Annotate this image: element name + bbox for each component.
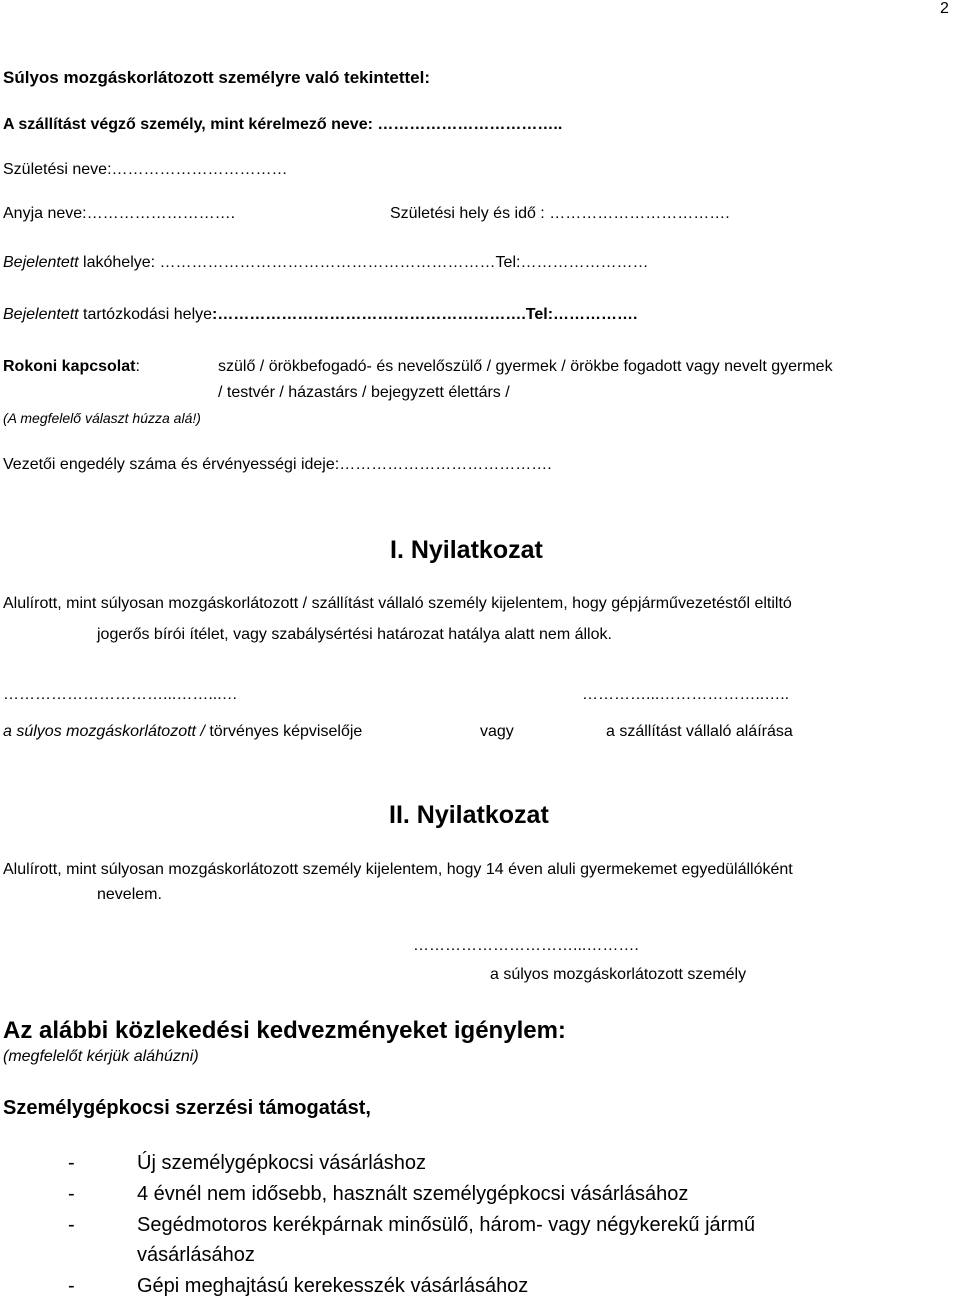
signature-dots-left: …………………………...……...…: [3, 686, 238, 703]
declaration1-line1: Alulírott, mint súlyosan mozgáskorlátozott / szállítást vállaló személy kijelentem, hogy gépjárművezetéstől eltiltó: [3, 595, 792, 612]
declaration2-signature-label: a súlyos mozgáskorlátozott személy: [490, 966, 747, 983]
signature-right-label: a szállítást vállaló aláírása: [606, 723, 793, 740]
declaration1-line2: jogerős bírói ítélet, vagy szabálysértési határozat hatálya alatt nem állok.: [97, 626, 612, 643]
birth-name-field: Születési neve:……………………………: [3, 161, 288, 178]
list-item: vásárlásához: [137, 1244, 255, 1266]
list-bullet: -: [68, 1214, 75, 1236]
section-heading: Súlyos mozgáskorlátozott személyre való tekintettel:: [3, 68, 431, 87]
stay-prefix: Bejelentett: [3, 306, 79, 323]
benefits-heading: Az alábbi közlekedési kedvezményeket igénylem:: [3, 1017, 566, 1044]
list-item: 4 évnél nem idősebb, használt személygépkocsi vásárlásához: [137, 1183, 689, 1205]
list-bullet: -: [68, 1152, 75, 1174]
residence-field: [3, 254, 648, 272]
relation-label: Rokoni kapcsolat:: [3, 358, 140, 375]
residence-prefix: Bejelentett: [3, 254, 79, 271]
residence-label: lakóhelye: ………………………………………………………Tel:……………………: [78, 254, 649, 271]
list-bullet: -: [68, 1183, 75, 1205]
stay-label: tartózkodási helye: [78, 306, 213, 323]
mother-name-field: Anyja neve:……………………….: [3, 205, 236, 222]
list-bullet: -: [68, 1275, 75, 1297]
signature-left-label: a súlyos mozgáskorlátozott / törvényes képviselője: [3, 723, 363, 740]
transporter-name-field: A szállítást végző személy, mint kérelmező neve: ……………………………..: [3, 116, 563, 133]
relation-options-line2: / testvér / házastárs / bejegyzett élettárs /: [218, 384, 510, 401]
declaration2-title: II. Nyilatkozat: [389, 801, 549, 829]
benefits-subheading: Személygépkocsi szerzési támogatást,: [3, 1097, 371, 1119]
stay-dots: :………………………………………………….Tel:…………….: [212, 306, 638, 323]
declaration2-line1: Alulírott, mint súlyosan mozgáskorlátozott személy kijelentem, hogy 14 éven aluli gyermekemet egyedülállóként: [3, 861, 793, 878]
birth-place-date-field: Születési hely és idő : …………………………….: [390, 205, 730, 222]
declaration2-line2: nevelem.: [97, 886, 162, 903]
page-number: 2: [940, 0, 949, 17]
signature-or: vagy: [480, 723, 514, 740]
signature-dots-right: …………...………………..…..: [582, 686, 790, 703]
relation-hint: (A megfelelő választ húzza alá!): [3, 410, 201, 426]
list-item: Gépi meghajtású kerekesszék vásárlásához: [137, 1275, 529, 1297]
declaration1-title: I. Nyilatkozat: [390, 536, 543, 564]
relation-options-line1: szülő / örökbefogadó- és nevelőszülő / gyermek / örökbe fogadott vagy nevelt gyermek: [218, 358, 833, 375]
license-field: Vezetői engedély száma és érvényességi ideje:………………………………….: [3, 456, 552, 473]
declaration2-dots: …………………………...……….: [413, 937, 639, 954]
list-item: Új személygépkocsi vásárláshoz: [137, 1152, 427, 1174]
list-item: Segédmotoros kerékpárnak minősülő, három- vagy négykerekű jármű: [137, 1214, 756, 1236]
benefits-hint: (megfelelőt kérjük aláhúzni): [3, 1048, 199, 1065]
stay-field: [3, 306, 638, 324]
